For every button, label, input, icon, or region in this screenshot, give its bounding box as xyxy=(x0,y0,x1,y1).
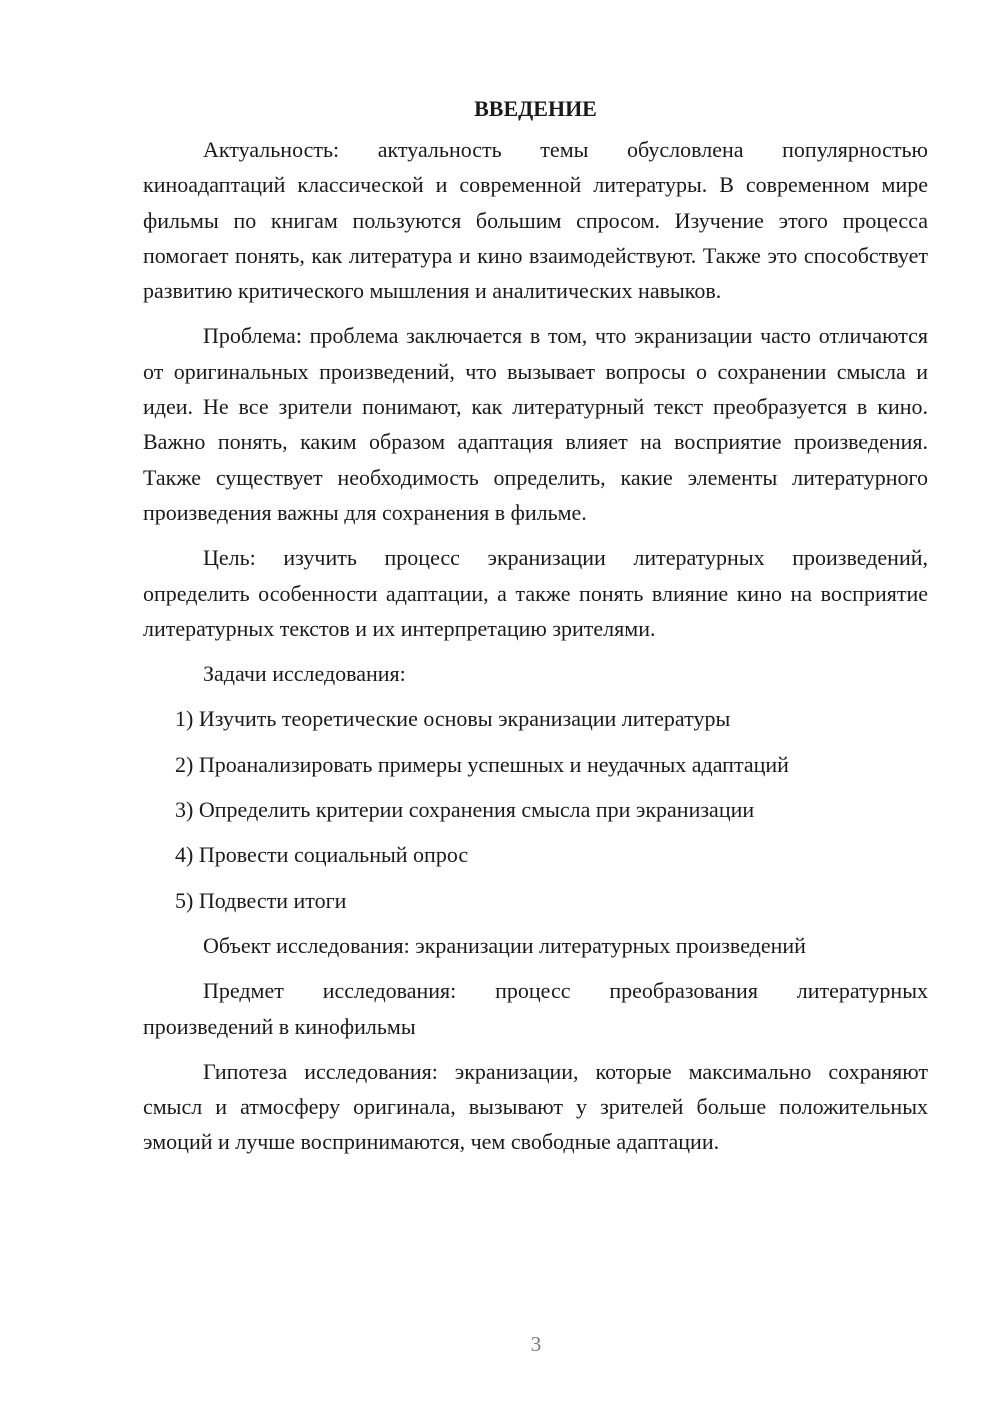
paragraph-goal: Цель: изучить процесс экранизации литературных произведений, определить особенности адаптации, а также понять влияние кино на восприятие литературных текстов и их интерпретацию зрителями. xyxy=(143,545,928,641)
paragraph-tasks-intro: Задачи исследования: xyxy=(203,661,406,687)
paragraph-subject: Предмет исследования: процесс преобразования литературных произведений в кинофильмы xyxy=(143,978,928,1039)
document-page xyxy=(143,94,928,1170)
list-item: 3) Определить критерии сохранения смысла при экранизации xyxy=(175,797,755,823)
paragraph-object: Объект исследования: экранизации литературных произведений xyxy=(203,932,806,958)
paragraph-hypothesis: Гипотеза исследования: экранизации, которые максимально сохраняют смысл и атмосферу оригинала, вызывают у зрителей больше положительных эмоций и лучше воспринимаются, чем свободные адаптации. xyxy=(143,1058,928,1155)
list-item: 5) Подвести итоги xyxy=(175,887,347,913)
section-heading: ВВЕДЕНИЕ xyxy=(474,96,597,121)
paragraph-problem: Проблема: проблема заключается в том, что экранизации часто отличаются от оригинальных произведений, что вызывает вопросы о сохранении смысла и идеи. Не все зрители понимают, как литературный текст преобразуется в кино. Важно понять, каким образом адаптация влияет на восприятие произведения. Также существует необходимость определить, какие элементы литературного произведения важны для сохранения в фильме. xyxy=(143,323,928,525)
list-item: 2) Проанализировать примеры успешных и неудачных адаптаций xyxy=(175,751,789,777)
list-item: 1) Изучить теоретические основы экранизации литературы xyxy=(175,706,731,732)
tasks-list xyxy=(143,701,928,917)
page-number: 3 xyxy=(530,1332,542,1356)
paragraph-relevance: Актуальность: актуальность темы обусловлена популярностью киноадаптаций классической и современной литературы. В современном мире фильмы по книгам пользуются большим спросом. Изучение этого процесса помогает понять, как литература и кино взаимодействуют. Также это способствует развитию критического мышления и аналитических навыков. xyxy=(143,137,928,304)
list-item: 4) Провести социальный опрос xyxy=(175,842,469,868)
